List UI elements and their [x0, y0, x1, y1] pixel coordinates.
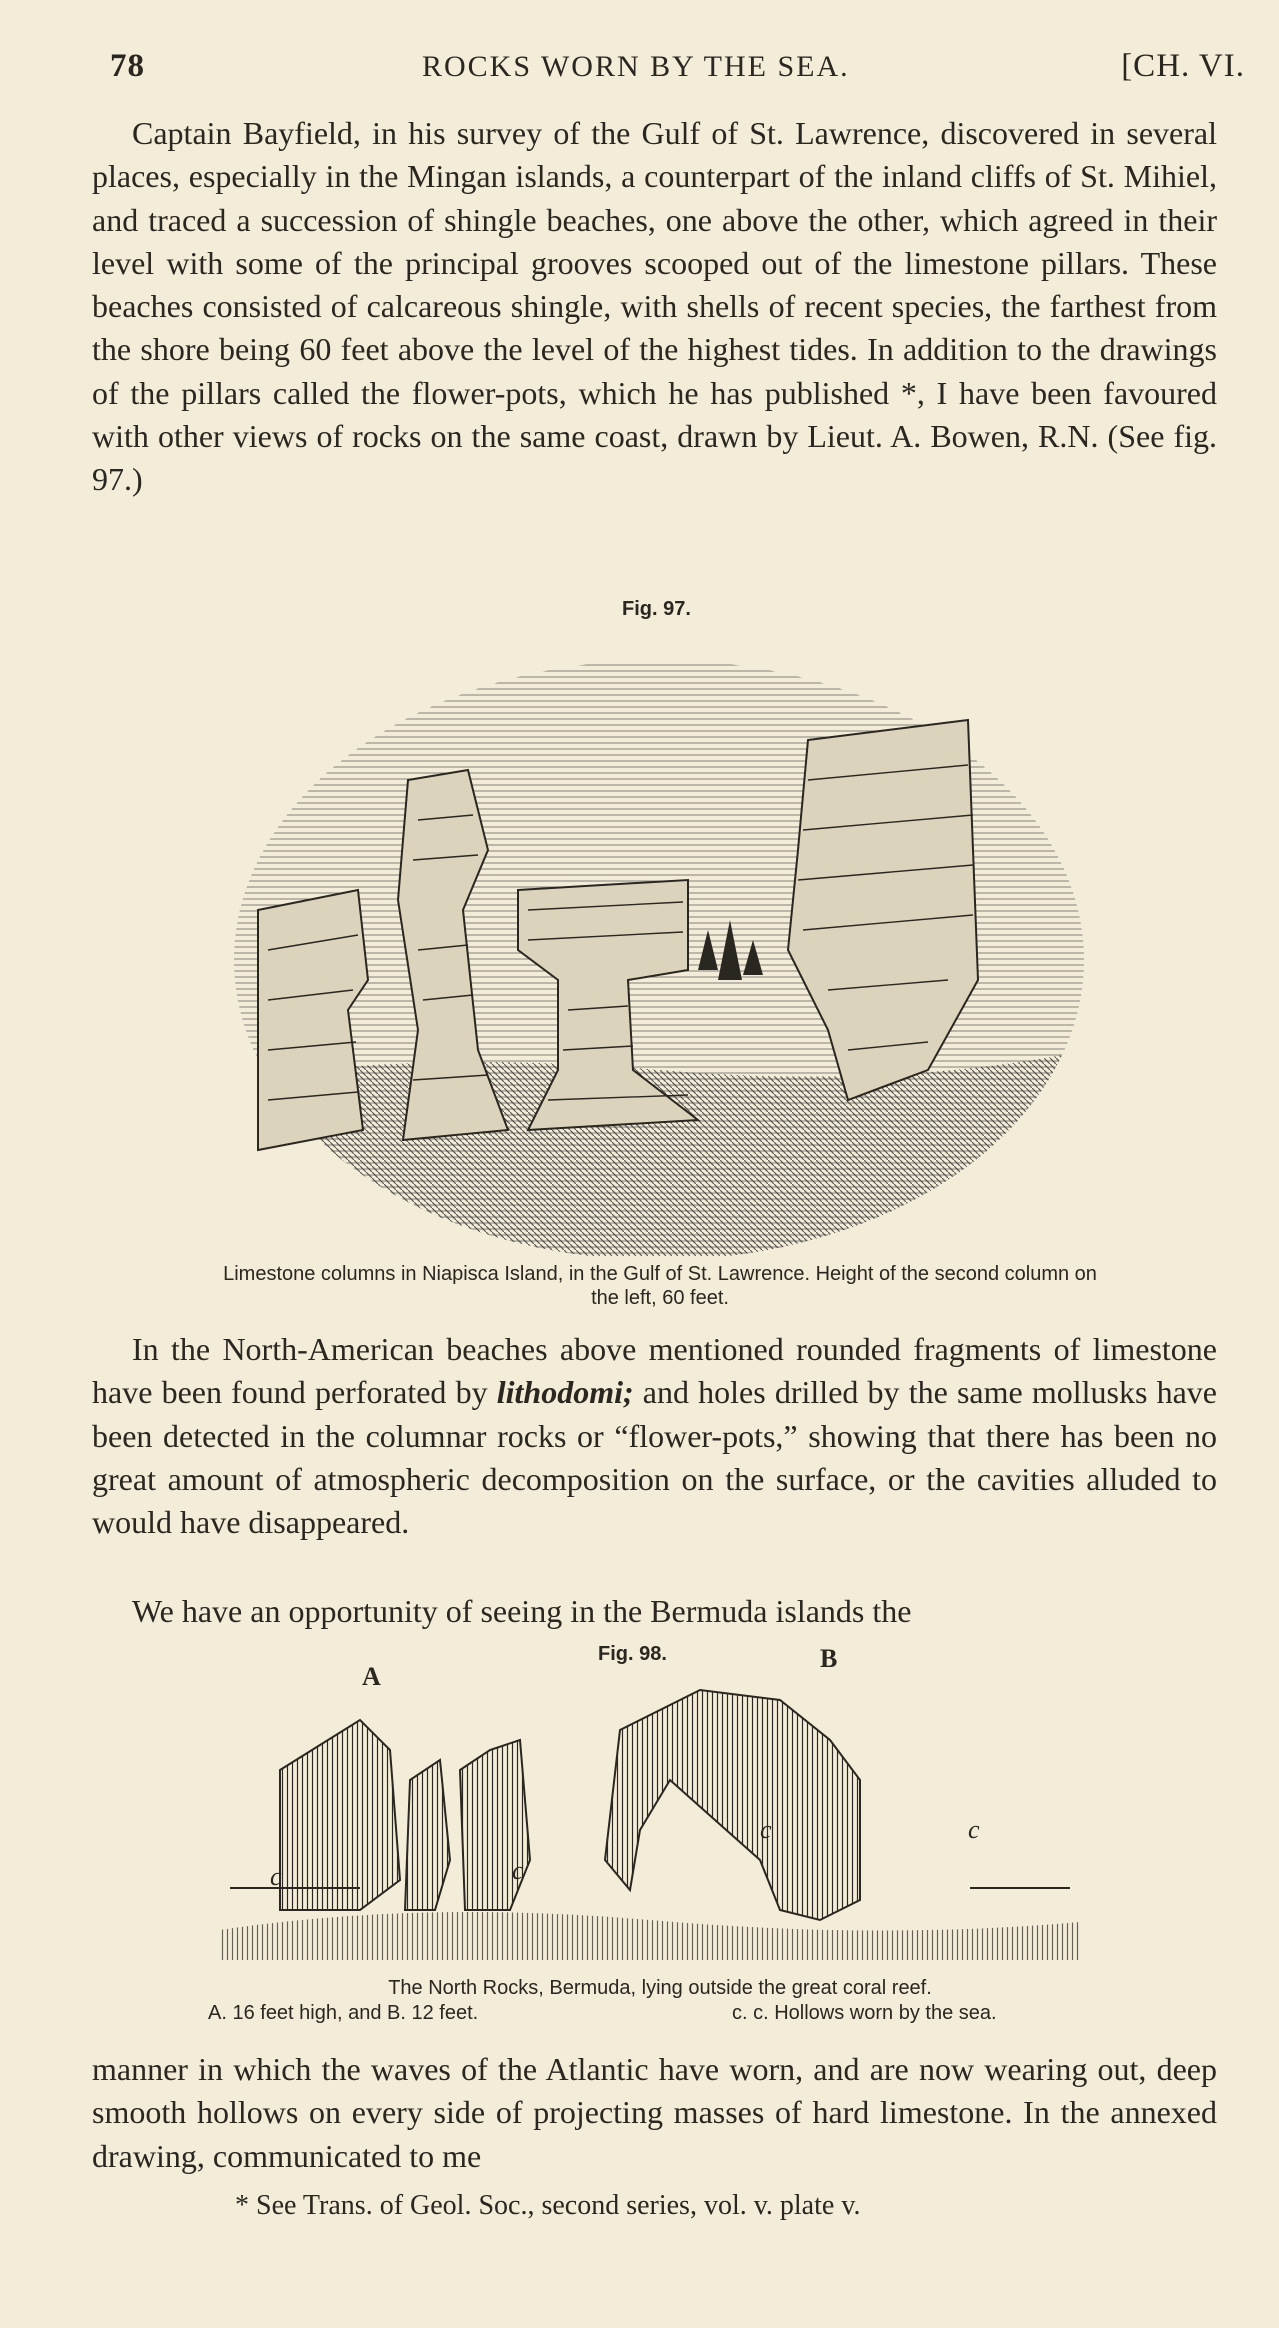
- paragraph-atlantic-waves: [92, 2048, 1217, 2178]
- figure-98-caption-heights: A. 16 feet high, and B. 12 feet.: [208, 2002, 479, 2024]
- figure-98-letter-c1: c: [270, 1862, 282, 1891]
- paragraph-3-text: We have an opportunity of seeing in the Bermuda islands the: [132, 1593, 912, 1629]
- figure-98-label: Fig. 98.: [598, 1643, 667, 1665]
- figure-98-letter-c3: c: [760, 1815, 772, 1844]
- paragraph-2-italic: lithodomi;: [496, 1374, 634, 1411]
- paragraph-4-text: manner in which the waves of the Atlantic have worn, and are now wearing out, deep smooth hollows on every side of projecting masses of hard limestone. In the annexed drawing, communicated to me: [92, 2051, 1217, 2174]
- figure-98-caption-hollows: c. c. Hollows worn by the sea.: [732, 2002, 997, 2024]
- figure-97-caption: Limestone columns in Niapisca Island, in the Gulf of St. Lawrence. Height of the second column on the left, 60 feet.: [223, 1263, 1097, 1309]
- figure-98-illustration: [220, 1660, 1080, 1970]
- figure-97-illustration: [228, 650, 1090, 1256]
- figure-98-letter-b: B: [820, 1644, 838, 1673]
- paragraph-bayfield: [92, 112, 1217, 502]
- running-header: [110, 48, 1245, 92]
- footnote: * See Trans. of Geol. Soc., second series, vol. v. plate v.: [235, 2190, 861, 2221]
- figure-97-label: Fig. 97.: [622, 598, 691, 620]
- page-number: 78: [110, 48, 145, 84]
- paragraph-lithodomi: [92, 1328, 1217, 1544]
- figure-98-caption-title: The North Rocks, Bermuda, lying outside the great coral reef.: [388, 1977, 932, 1999]
- figure-98-letter-a: A: [362, 1662, 381, 1691]
- paragraph-1-text: Captain Bayfield, in his survey of the Gulf of St. Lawrence, discovered in several places, especially in the Mingan islands, a counterpart of the inland cliffs of St. Mihiel, and traced a succession of shingle beaches, one above the other, which agreed in their level with some of the principal grooves scooped out of the limestone pillars. These beaches consisted of calcareous shingle, with shells of recent species, the farthest from the shore being 60 feet above the level of the highest tides. In addition to the drawings of the pillars called the flower-pots, which he has published *, I have been favoured with other views of rocks on the same coast, drawn by Lieut. A. Bowen, R.N. (See fig. 97.): [92, 115, 1217, 498]
- paragraph-2-text-a: In the North-American beaches above mentioned rounded fragments of limestone have been found perforated by: [92, 1331, 1217, 1411]
- paragraph-2-text-b: and holes drilled by the same mollusks have been detected in the columnar rocks or “flower-pots,” showing that there has been no great amount of atmospheric decomposition on the surface, or the cavities alluded to would have disappeared.: [92, 1374, 1218, 1541]
- chapter-marker: [CH. VI.: [1121, 48, 1245, 84]
- paragraph-bermuda-intro: [92, 1590, 1217, 1633]
- figure-98-letter-c2: c: [512, 1856, 524, 1885]
- figure-98-letter-c4: c: [968, 1815, 980, 1844]
- running-title: ROCKS WORN BY THE SEA.: [422, 50, 850, 83]
